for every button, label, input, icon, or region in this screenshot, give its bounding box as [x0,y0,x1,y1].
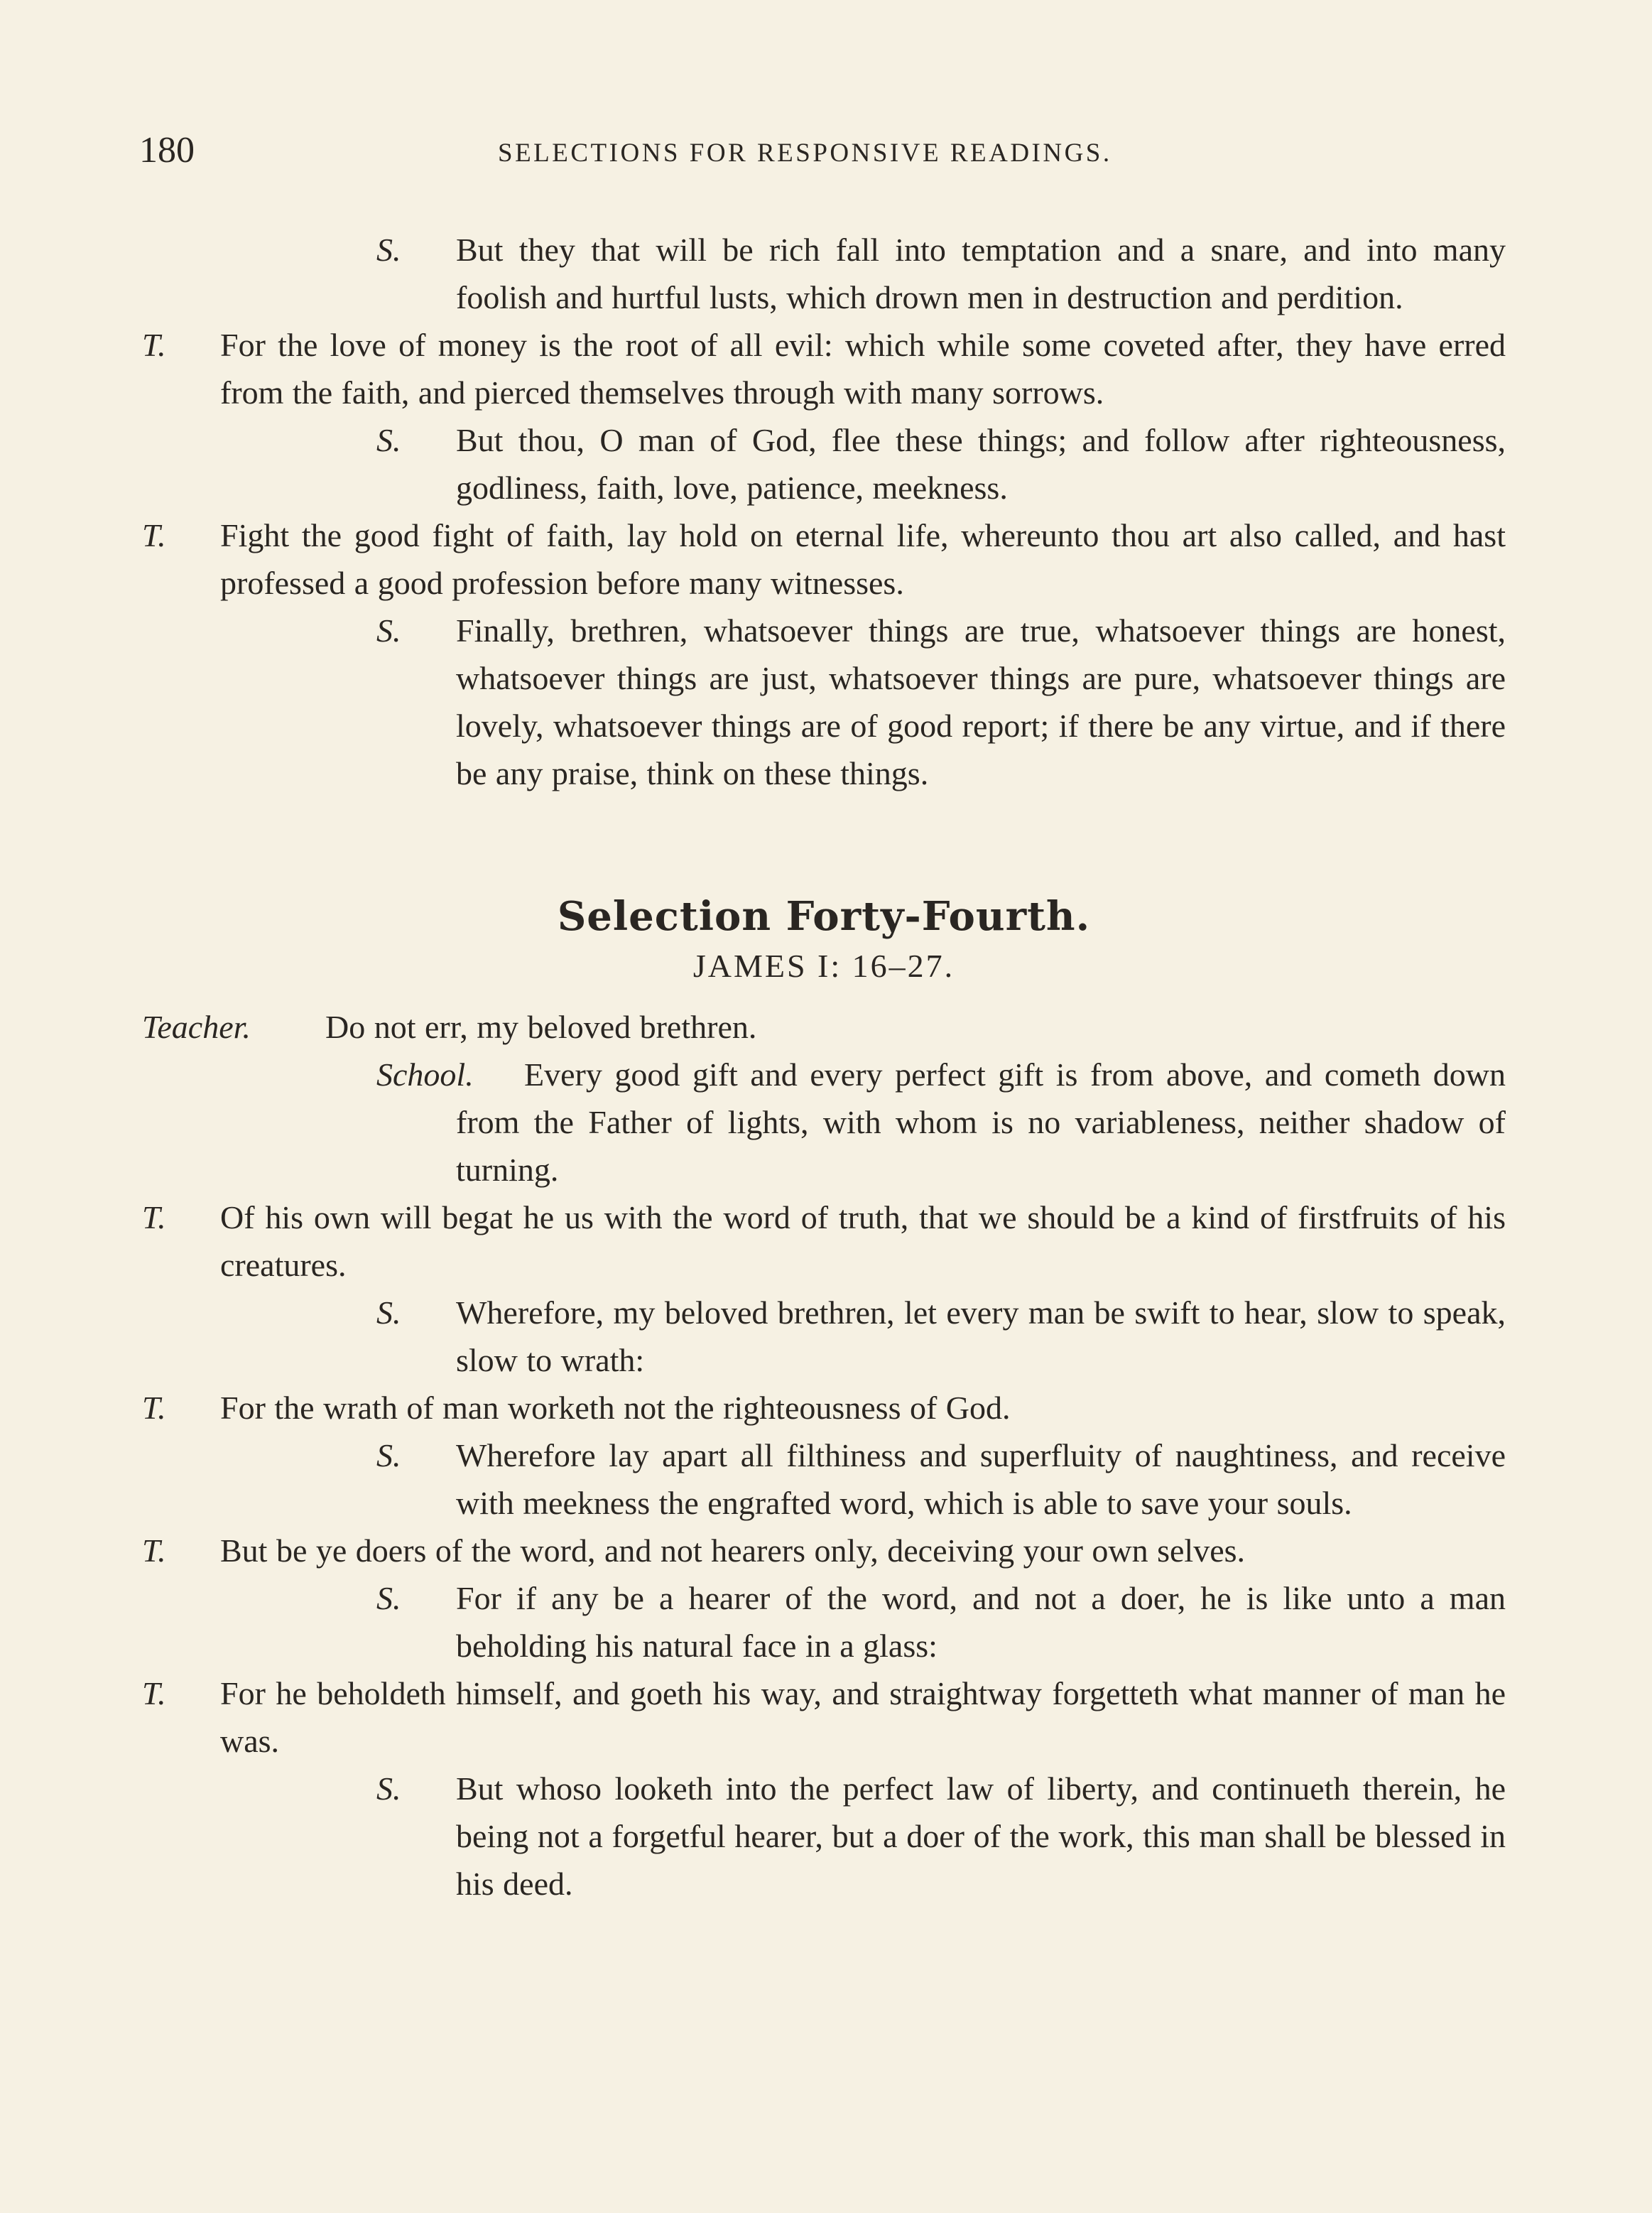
page-text [142,226,1506,1908]
verse-school [142,1432,1506,1527]
verse-text: Every good gift and every perfect gift is from above, and cometh down from the Father of lights, with whom is no variableness, neither shadow of turning. [456,1056,1506,1188]
verse-text: But thou, O man of God, flee these things; and follow after righteousness, godliness, faith, love, patience, meekness. [456,422,1506,506]
verse-school [142,1289,1506,1384]
speaker-label: Teacher. [142,1009,251,1045]
selection-heading: Selection Forty-Fourth. [557,893,1091,940]
speaker-label: S. [376,1580,401,1616]
verse-text: Do not err, my beloved brethren. [325,1009,757,1045]
verse-school [142,1574,1506,1670]
verse-school [142,607,1506,797]
verse-teacher [142,1384,1506,1432]
page-number: 180 [139,130,195,171]
verse-teacher [142,1527,1506,1574]
speaker-label: S. [376,612,401,649]
speaker-label: S. [376,1770,401,1807]
verse-text: Fight the good fight of faith, lay hold on eternal life, whereunto thou art also called, and hast professed a good profession before many witnesses. [220,517,1506,601]
verse-text: Wherefore lay apart all filthiness and superfluity of naughtiness, and receive with meekness the engrafted word, which is able to save your souls. [456,1437,1506,1521]
speaker-label: T. [142,1390,166,1426]
verse-text: For if any be a hearer of the word, and not a doer, he is like unto a man beholding his natural face in a glass: [456,1580,1506,1664]
verse-teacher [142,512,1506,607]
verse-text: For the love of money is the root of all evil: which while some coveted after, they have erred from the faith, and pierced themselves through with many sorrows. [220,327,1506,411]
verse-text: Wherefore, my beloved brethren, let every man be swift to hear, slow to speak, slow to wrath: [456,1294,1506,1378]
speaker-label: S. [376,232,401,268]
running-head [139,129,1510,172]
verse-teacher [142,1670,1506,1765]
verse-text: But whoso looketh into the perfect law of liberty, and continueth therein, he being not a forgetful hearer, but a doer of the work, this man shall be blessed in his deed. [456,1770,1506,1902]
verse-school [142,416,1506,512]
verse-school [142,1765,1506,1908]
verse-text: But be ye doers of the word, and not hearers only, deceiving your own selves. [220,1532,1246,1569]
speaker-label: S. [376,422,401,458]
verse-text: Finally, brethren, whatsoever things are true, whatsoever things are honest, whatsoever things are just, whatsoever things are pure, whatsoever things are lovely, whatsoever things are of good report; if there be any virtue, and if there be any praise, think on these things. [456,612,1506,791]
speaker-label: S. [376,1294,401,1331]
verse-school [142,226,1506,321]
verse-teacher [142,321,1506,416]
verse-teacher [142,1003,1506,1051]
speaker-label: T. [142,327,166,363]
speaker-label: S. [376,1437,401,1473]
verse-school [142,1051,1506,1194]
speaker-label: School. [376,1056,474,1093]
verse-text: Of his own will begat he us with the word of truth, that we should be a kind of firstfruits of his creatures. [220,1199,1506,1283]
speaker-label: T. [142,517,166,553]
scripture-reference: JAMES I: 16–27. [692,948,955,984]
speaker-label: T. [142,1675,166,1711]
verse-text: But they that will be rich fall into temptation and a snare, and into many foolish and hurtful lusts, which drown men in destruction and perdition. [456,232,1506,315]
verse-text: For he beholdeth himself, and goeth his way, and straightway forgetteth what manner of man he was. [220,1675,1506,1759]
speaker-label: T. [142,1199,166,1235]
speaker-label: T. [142,1532,166,1569]
running-title: SELECTIONS FOR RESPONSIVE READINGS. [498,139,1112,168]
verse-teacher [142,1194,1506,1289]
verse-text: For the wrath of man worketh not the righteousness of God. [220,1390,1011,1426]
